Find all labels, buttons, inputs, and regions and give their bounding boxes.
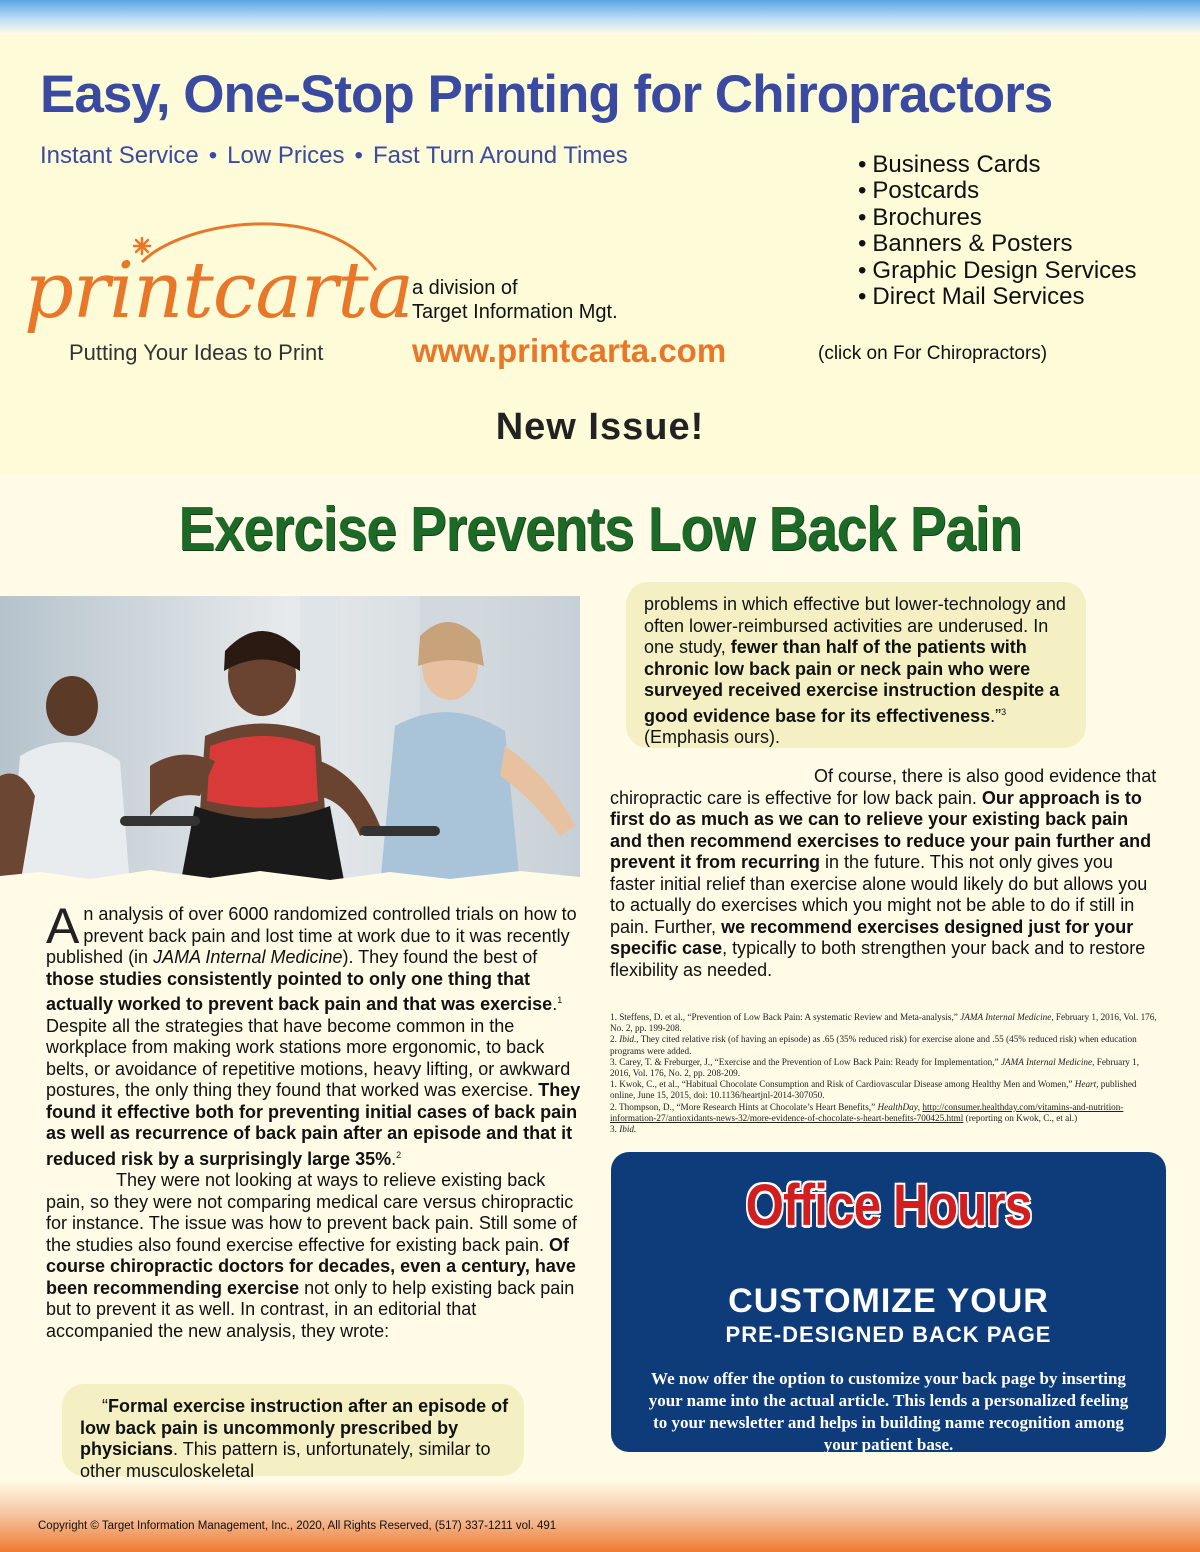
text-run: . <box>391 1148 397 1169</box>
footnotes <box>610 1012 1160 1135</box>
footnote <box>610 1124 1160 1135</box>
emphasis-text: They found it effective both for preventing initial cases of back pain as well as recurrence of back pain after an episode and that it reduced risk by a surprisingly large 35% <box>46 1080 581 1169</box>
footnote <box>610 1034 1160 1056</box>
customize-title: CUSTOMIZE YOUR <box>728 1282 1049 1320</box>
text-run: not only to help existing back pain but to prevent it as well. In contrast, in an editorial that accompanied the new analysis, they wrote: <box>46 1277 575 1341</box>
emphasis-text: those studies consistently pointed to only one thing that actually worked to prevent back pain and that was exercise <box>46 968 553 1014</box>
office-hours-title: Office Hours <box>745 1173 1032 1238</box>
text-run: problems in which effective but lower-technology and often lower-reimbursed activities are underused. In one study, <box>644 594 1066 657</box>
logo-tagline: Putting Your Ideas to Print <box>69 340 324 365</box>
quote-box-right <box>626 582 1086 748</box>
footnote <box>610 1057 1160 1079</box>
text-run: .” <box>990 705 1002 726</box>
emphasis-text: Formal exercise instruction after an episode of low back pain is uncommonly prescribed by physicians <box>80 1396 509 1459</box>
text-run: . This pattern is, unfortunately, similar to other musculoskeletal <box>80 1439 491 1481</box>
tagline-item: Instant Service <box>40 142 199 169</box>
top-gradient-band <box>0 0 1200 34</box>
article-column-right <box>610 766 1158 981</box>
service-item: • Postcards <box>858 178 1137 204</box>
text-run: 2. Thompson, D., “More Research Hints at Chocolate’s Heart Benefits,” <box>610 1101 878 1112</box>
copyright-footer: Copyright © Target Information Management, Inc., 2020, All Rights Reserved, (517) 337-1211 vol. 491 <box>38 1520 557 1532</box>
footnote <box>610 1079 1160 1101</box>
logo-wordmark: printcarta <box>24 246 414 336</box>
text-run: , February 1, 2016, Vol. 176, No. 2, pp. 199-208. <box>610 1012 1157 1034</box>
text-run: They were not looking at ways to relieve existing back pain, so they were not comparing medical care versus chiropractic for instance. The issue was how to prevent back pain. Still some of the studies also found exercise effective for existing back pain. <box>46 1170 577 1255</box>
website-link[interactable]: www.printcarta.com <box>412 332 727 369</box>
quote-text <box>644 594 1074 749</box>
office-hours-panel <box>611 1152 1166 1452</box>
division-line: Target Information Mgt. <box>412 301 618 323</box>
journal-name: Heart <box>1074 1079 1097 1090</box>
journal-name: JAMA Internal Medicine <box>960 1012 1052 1022</box>
tagline-item: Low Prices <box>227 142 345 169</box>
service-item: • Business Cards <box>858 152 1137 178</box>
emphasis-text: fewer than half of the patients with chronic low back pain or neck pain who were surveyed received exercise instruction despite a good evidence base for its effectiveness <box>644 637 1060 726</box>
tagline-separator: • <box>354 142 363 169</box>
text-run: in the future. This not only gives you faster initial relief than exercise alone would likely do but allows you to actually do exercises which you might not be able to do if still in pain. Further, <box>610 852 1148 937</box>
service-item: • Direct Mail Services <box>858 284 1137 310</box>
footnote <box>610 1012 1160 1034</box>
text-run: (Emphasis ours). <box>644 727 781 747</box>
bottom-gradient-band <box>0 1480 1200 1552</box>
service-item: • Brochures <box>858 205 1137 231</box>
text-run: , <box>917 1101 923 1112</box>
text-run: 1. Kwok, C., et al., “Habitual Chocolate Consumption and Risk of Cardiovascular Disease among Healthy Men and Women,” <box>610 1079 1075 1090</box>
quote-text <box>80 1396 510 1482</box>
ibid: Ibid. <box>619 1124 637 1135</box>
text-run: 3. Carey, T. & Freburger, J., “Exercise and the Prevention of Low Back Pain: Ready for Implementation,” <box>610 1056 1001 1067</box>
emphasis-text: Our approach is to first do as much as we can to relieve your existing back pain and then recommend exercises to reduce your pain further and prevent it from recurring <box>610 787 1152 872</box>
tagline <box>40 142 628 170</box>
text-run: Of course, there is also good evidence that chiropractic care is effective for low back pain. <box>610 766 1157 808</box>
footnote-ref: 2 <box>396 1149 402 1160</box>
text-run: Despite all the strategies that have become common in the workplace from making work stations more ergonomic, to back belts, or avoidance of repetitive motions, heavy lifting, or awkward postures, the only thing they found that worked was exercise. <box>46 1015 571 1100</box>
services-list <box>858 152 1137 310</box>
website-note: (click on For Chiropractors) <box>818 343 1048 364</box>
open-quote: “ <box>102 1396 108 1416</box>
text-run: (reporting on Kwok, C., et al.) <box>963 1112 1078 1123</box>
headline: Easy, One-Stop Printing for Chiropractors <box>40 65 1053 124</box>
emphasis-text: Of course chiropractic doctors for decades, even a century, have been recommending exercise <box>46 1234 576 1298</box>
footnote <box>610 1102 1160 1124</box>
text-run: 3. <box>610 1124 620 1135</box>
text-run: , published online, June 15, 2015, doi: 10.1136/heartjnl-2014-307050. <box>610 1079 1137 1101</box>
customize-description: We now offer the option to customize your back page by inserting your name into the actual article. This lends a personalized feeling to your newsletter and helps in building name recognition among your patient base. <box>648 1369 1129 1454</box>
service-item: • Banners & Posters <box>858 231 1137 257</box>
printcarta-logo[interactable] <box>24 210 414 370</box>
article-paragraph <box>46 1170 584 1342</box>
new-issue-label: New Issue! <box>495 406 705 448</box>
text-run: , February 1, 2016, Vol. 176, No. 2, pp. 208-209. <box>610 1056 1140 1079</box>
text-run: 2. <box>610 1034 620 1045</box>
footnote-ref: 1 <box>557 995 563 1005</box>
text-run: , They cited relative risk (of having an episode) as .65 (35% reduced risk) for exercise alone and .55 (45% reduced risk) when education programs were added. <box>610 1034 1137 1056</box>
text-run: 1. Steffens, D. et al., “Prevention of Low Back Pain: A systematic Review and Meta-analysis,” <box>610 1012 961 1022</box>
text-run: . <box>552 994 558 1014</box>
article-paragraph <box>46 898 584 1170</box>
quote-box-left <box>62 1384 524 1481</box>
division-line: a division of <box>412 277 518 299</box>
journal-name: JAMA Internal Medicine <box>153 947 343 967</box>
footnote-link[interactable]: http://consumer.healthday.com/vitamins-and-nutrition-information-27/antioxidants-news-32/more-evidence-of-chocolate-s-heart-benefits-700425.html <box>610 1101 1124 1123</box>
footnote-ref: 3 <box>1001 706 1007 717</box>
tagline-separator: • <box>208 142 218 169</box>
article-column-left <box>46 898 584 1342</box>
article-title: Exercise Prevents Low Back Pain <box>178 495 1022 564</box>
text-run: , typically to both strengthen your back and to restore flexibility as needed. <box>610 938 1146 980</box>
emphasis-text: we recommend exercises designed just for your specific case <box>610 916 1134 958</box>
service-item: • Graphic Design Services <box>858 258 1137 284</box>
text-run: ). They found the best of <box>342 947 538 967</box>
journal-name: HealthDay <box>877 1101 918 1112</box>
tagline-item: Fast Turn Around Times <box>372 142 628 169</box>
ibid: Ibid. <box>619 1034 637 1045</box>
journal-name: JAMA Internal Medicine <box>1000 1056 1093 1067</box>
customize-subtitle: PRE-DESIGNED BACK PAGE <box>725 1322 1052 1347</box>
text-run: n analysis of over 6000 randomized controlled trials on how to prevent back pain and lost time at work due to it was recently published (in <box>46 904 577 967</box>
division-note <box>412 276 618 324</box>
exercise-photo <box>0 596 580 886</box>
drop-cap: A <box>46 898 80 954</box>
